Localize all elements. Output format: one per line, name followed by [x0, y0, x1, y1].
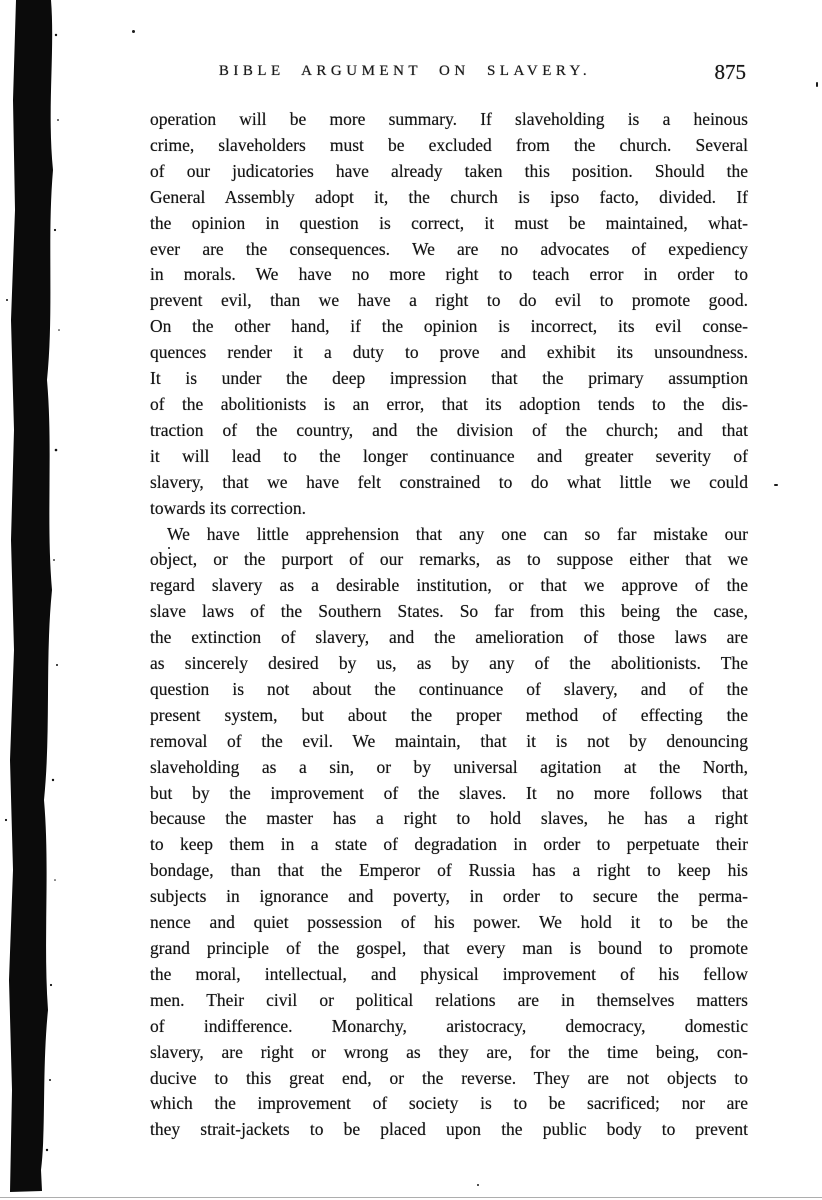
text-line: because the master has a right to hold slaves, he has a right — [150, 808, 748, 829]
text-line: question is not about the continuance of slavery, and of the — [150, 678, 748, 699]
text-line: in morals. We have no more right to teach error in order to — [150, 264, 748, 285]
text-line: grand principle of the gospel, that every man is bound to promote — [150, 938, 748, 958]
text-line: as sincerely desired by us, as by any of the abolitionists. The — [150, 653, 748, 674]
text-line: ever are the consequences. We are no advocates of expediency — [150, 238, 748, 259]
text-line: prevent evil, than we have a right to do evil to promote good. — [150, 290, 748, 311]
text-line: slavery, that we have felt constrained to do what little we could — [150, 471, 748, 492]
text-line: subjects in ignorance and poverty, in order to secure the perma- — [150, 886, 748, 907]
text-line: slave laws of the Southern States. So far from this being the case, — [150, 601, 748, 622]
text-block — [150, 107, 748, 1143]
text-line: operation will be more summary. If slaveholding is a heinous — [150, 109, 748, 129]
text-line: traction of the country, and the division of the church; and that — [150, 419, 748, 440]
text-line: of our judicatories have already taken this position. Should the — [150, 160, 748, 181]
text-line: it will lead to the longer continuance and greater severity of — [150, 445, 748, 466]
paragraph — [150, 522, 748, 1144]
text-line: quences render it a duty to prove and exhibit its unsoundness. — [150, 342, 748, 363]
ink-speck — [774, 484, 778, 486]
text-line: of indifference. Monarchy, aristocracy, democracy, domestic — [150, 1015, 748, 1036]
ink-speck — [816, 82, 818, 87]
text-line: ducive to this great end, or the reverse. They are not objects to — [150, 1067, 748, 1088]
text-line: We have little apprehension that any one can so far mistake our — [167, 523, 748, 544]
ink-speck — [132, 30, 135, 33]
text-line: to keep them in a state of degradation in order to perpetuate their — [150, 834, 748, 855]
text-line: present system, but about the proper method of effecting the — [150, 704, 748, 725]
text-line: nence and quiet possession of his power. We hold it to be the — [150, 912, 748, 933]
text-line: bondage, than that the Emperor of Russia has a right to keep his — [150, 860, 748, 881]
bottom-scan-line — [0, 1197, 822, 1199]
book-binding-gutter — [0, 0, 70, 1200]
running-header — [150, 60, 750, 90]
text-line: they strait-jackets to be placed upon the public body to prevent — [150, 1119, 748, 1140]
text-line: the opinion in question is correct, it must be maintained, what- — [150, 212, 748, 233]
text-line: of the abolitionists is an error, that its adoption tends to the dis- — [150, 393, 748, 414]
text-line: crime, slaveholders must be excluded from the church. Several — [150, 134, 748, 155]
text-line: slavery, are right or wrong as they are, for the time being, con- — [150, 1041, 748, 1062]
text-line: the moral, intellectual, and physical improvement of his fellow — [150, 963, 748, 984]
text-line: removal of the evil. We maintain, that it is not by denouncing — [150, 730, 748, 751]
text-line: which the improvement of society is to be sacrificed; nor are — [150, 1093, 748, 1114]
text-line: the extinction of slavery, and the amelioration of those laws are — [150, 627, 748, 648]
text-line: General Assembly adopt it, the church is ipso facto, divided. If — [150, 186, 748, 207]
ink-speck — [168, 547, 170, 549]
text-line: towards its correction. — [150, 497, 306, 518]
ink-speck — [477, 1184, 479, 1186]
text-line: slaveholding as a sin, or by universal agitation at the North, — [150, 756, 748, 777]
paragraph — [150, 107, 748, 522]
text-line: On the other hand, if the opinion is incorrect, its evil conse- — [150, 316, 748, 337]
page-number: 875 — [714, 60, 746, 84]
header-title: BIBLE ARGUMENT ON SLAVERY. — [218, 63, 592, 79]
text-line: object, or the purport of our remarks, as to suppose either that we — [150, 549, 748, 570]
text-line: It is under the deep impression that the primary assumption — [150, 368, 748, 389]
text-line: regard slavery as a desirable institution, or that we approve of the — [150, 575, 748, 596]
text-line: but by the improvement of the slaves. It no more follows that — [150, 782, 748, 803]
text-line: men. Their civil or political relations are in themselves matters — [150, 989, 748, 1010]
